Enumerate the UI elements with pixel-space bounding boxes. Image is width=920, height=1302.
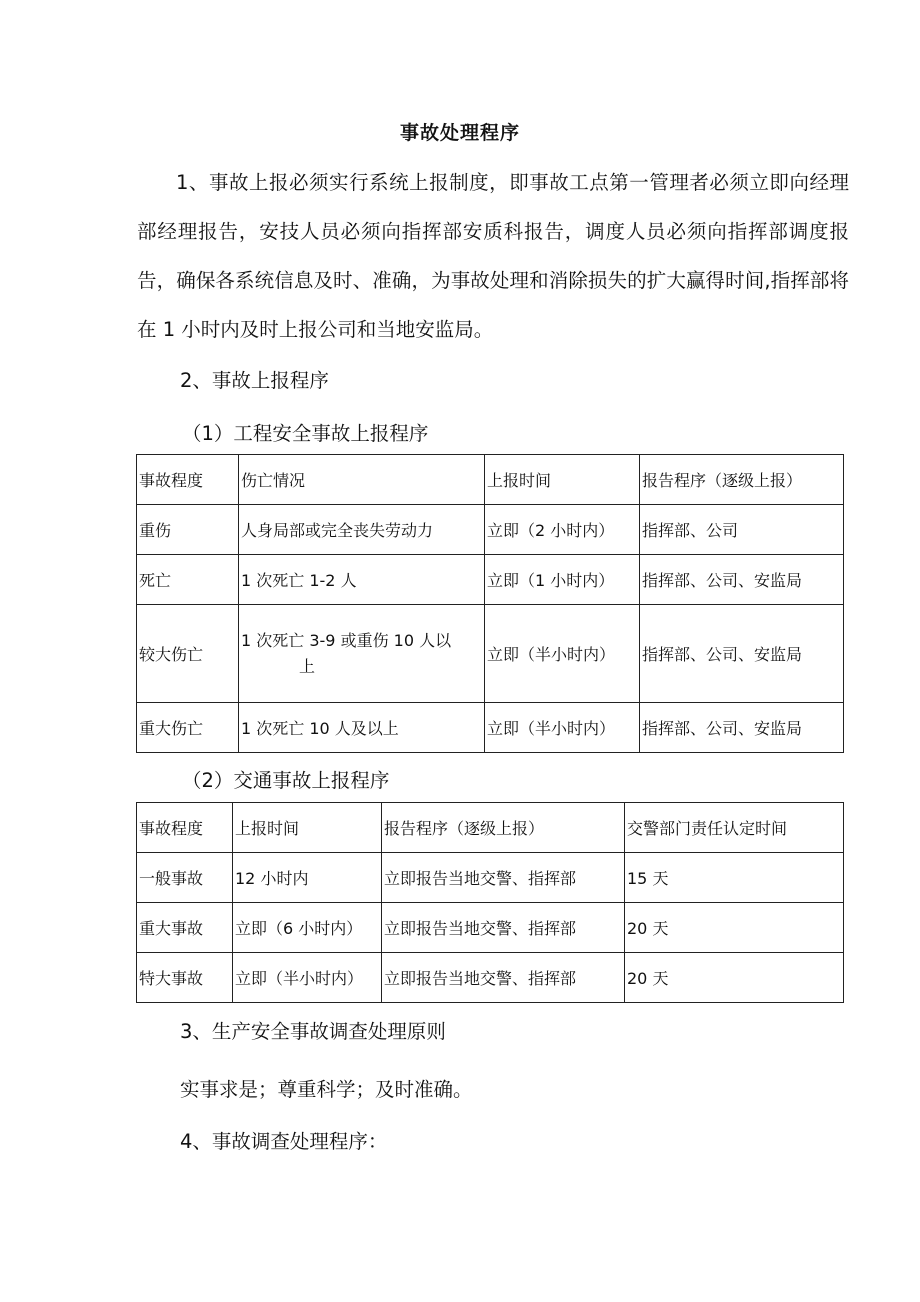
header-cell: 报告程序（逐级上报）	[640, 455, 844, 505]
header-cell: 上报时间	[233, 803, 382, 853]
header-cell: 事故程度	[137, 455, 239, 505]
header-cell: 交警部门责任认定时间	[625, 803, 844, 853]
section3-heading: 3、生产安全事故调查处理原则	[180, 1020, 446, 1043]
cell-line: 1 次死亡 3-9 或重伤 10 人以	[241, 630, 452, 650]
cell-line-continuation: 上	[299, 656, 316, 676]
section2-heading: 2、事故上报程序	[180, 369, 329, 392]
header-cell: 上报时间	[485, 455, 640, 505]
table-cell: 指挥部、公司	[640, 505, 844, 555]
table-row	[137, 953, 844, 1003]
table-cell: 指挥部、公司、安监局	[640, 703, 844, 753]
table-row	[137, 555, 844, 605]
header-cell: 报告程序（逐级上报）	[382, 803, 625, 853]
header-cell: 事故程度	[137, 803, 233, 853]
table-cell	[239, 605, 485, 703]
table-cell: 立即（6 小时内）	[233, 903, 382, 953]
table-header-row	[137, 455, 844, 505]
table-cell: 20 天	[625, 903, 844, 953]
table-cell: 立即（半小时内）	[233, 953, 382, 1003]
page-title: 事故处理程序	[399, 122, 520, 144]
table-row	[137, 903, 844, 953]
table-cell: 立即（半小时内）	[485, 703, 640, 753]
table-cell: 重伤	[137, 505, 239, 555]
table-cell: 1 次死亡 10 人及以上	[239, 703, 485, 753]
table-cell: 12 小时内	[233, 853, 382, 903]
table-cell: 重大伤亡	[137, 703, 239, 753]
section1-paragraph: 1、事故上报必须实行系统上报制度，即事故工点第一管理者必须立即向经理部经理报告，安技人员必须向指挥部安质科报告，调度人员必须向指挥部调度报告，确保各系统信息及时、准确，为事故处理和消除损失的扩大赢得时间,指挥部将在 1 小时内及时上报公司和当地安监局。	[137, 171, 849, 341]
table-cell: 重大事故	[137, 903, 233, 953]
table-cell: 立即报告当地交警、指挥部	[382, 903, 625, 953]
table-cell: 特大事故	[137, 953, 233, 1003]
table-cell: 立即报告当地交警、指挥部	[382, 953, 625, 1003]
table-cell: 指挥部、公司、安监局	[640, 605, 844, 703]
table-cell: 立即报告当地交警、指挥部	[382, 853, 625, 903]
table-row	[137, 853, 844, 903]
table2-heading: （2）交通事故上报程序	[182, 769, 390, 792]
table-row	[137, 505, 844, 555]
table-cell: 较大伤亡	[137, 605, 239, 703]
table-cell: 1 次死亡 1-2 人	[239, 555, 485, 605]
table-cell: 立即（1 小时内）	[485, 555, 640, 605]
table-cell: 立即（2 小时内）	[485, 505, 640, 555]
table-cell: 15 天	[625, 853, 844, 903]
table-row	[137, 605, 844, 703]
section4-heading: 4、事故调查处理程序：	[180, 1130, 388, 1153]
section3-text: 实事求是；尊重科学；及时准确。	[180, 1078, 473, 1101]
table-cell: 人身局部或完全丧失劳动力	[239, 505, 485, 555]
table1-heading: （1）工程安全事故上报程序	[182, 422, 429, 445]
engineering-accident-table	[136, 454, 844, 753]
table-cell: 指挥部、公司、安监局	[640, 555, 844, 605]
table-cell: 立即（半小时内）	[485, 605, 640, 703]
table-header-row	[137, 803, 844, 853]
table-cell: 死亡	[137, 555, 239, 605]
table-cell: 一般事故	[137, 853, 233, 903]
table-cell: 20 天	[625, 953, 844, 1003]
header-cell: 伤亡情况	[239, 455, 485, 505]
traffic-accident-table	[136, 802, 844, 1003]
table-row	[137, 703, 844, 753]
